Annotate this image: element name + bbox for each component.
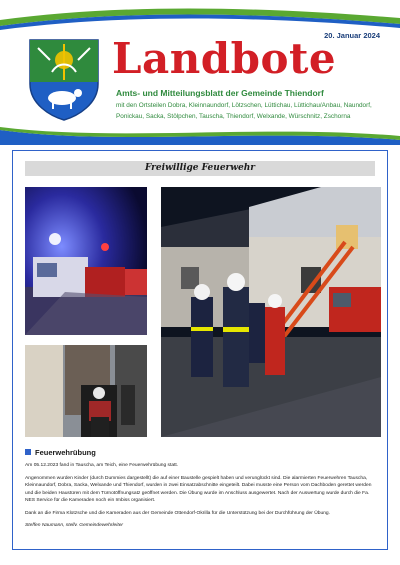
article-frame (12, 150, 388, 550)
article-heading (25, 448, 96, 457)
section-title: Freiwillige Feuerwehr (25, 161, 375, 176)
article-signature: Steffen Naumann, stellv. Gemeindewehrleiter (25, 523, 124, 528)
article-paragraph: Angenommen wurden Kinder (durch Dummies dargestellt) die auf einer Baustelle gespielt haben und verunglückt sind. Die alarmierten Feuerwehren Tauscha, Kleinnaundorf, Dobra, Sacka, Welxande und Thiendorf, wurden in zwei Einsatzabschnitte eingeteilt. Dabei musste eine Person vom Dachboden gerettet werden und die beiden Haustüren mit dem Türnotöffnungsatz geöffnet werden. Die Übung wurde im Anschluss ausgewertet. Nach der Auswertung wurde durch die Fa. NES Service für die Kameraden noch ein Imbiss organisiert. (25, 476, 372, 504)
district-list: mit den Ortsteilen Dobra, Kleinnaundorf, Lötzschen, Lüttichau, Lüttichau/Anbau, Naundorf, Ponickau, Sacka, Stölpchen, Tauscha, Thiendorf, Welxande, Würschnitz, Zschorna (116, 102, 372, 120)
heading-bullet (25, 449, 31, 455)
masthead (0, 0, 400, 145)
municipal-coat-of-arms (28, 38, 100, 122)
newspaper-subtitle: Amts- und Mitteilungsblatt der Gemeinde Thiendorf (116, 88, 324, 98)
article-paragraph: Dank an die Firma Klotzsche und die Kameraden aus der Gemeinde Ottendorf-Okrilla für die Unterstützung bei der Durchführung der Übung. (25, 511, 331, 516)
photo-ladder-rescue (161, 187, 381, 437)
issue-date: 20. Januar 2024 (324, 31, 380, 40)
article-paragraph: Am 05.12.2023 fand in Tauscha, am Teich, eine Feuerwehrübung statt. (25, 463, 179, 468)
photo-firefighters-doorway (25, 345, 147, 437)
article-heading-text: Feuerwehrübung (35, 448, 96, 457)
photo-fire-trucks-night (25, 187, 147, 335)
newspaper-title: Landbote (112, 34, 337, 83)
